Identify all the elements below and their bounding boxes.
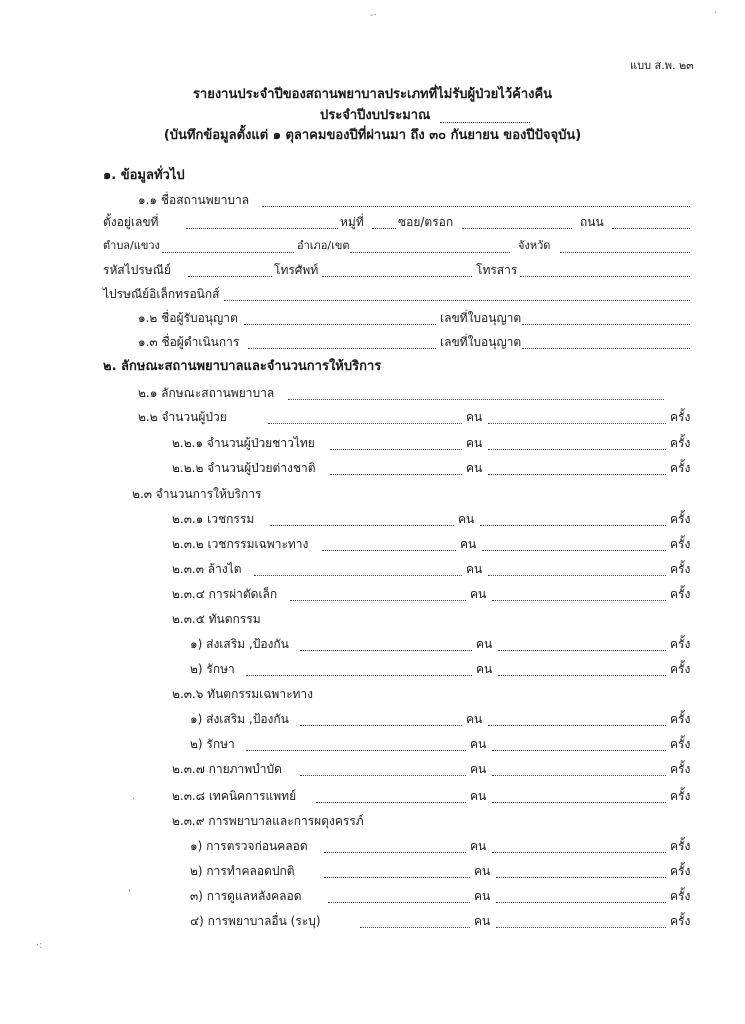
service-person-unit: คน — [470, 839, 487, 853]
fiscal-year-label: ประจำปีงบประมาณ — [320, 108, 431, 123]
service-item: ๒.๓.๗ กายภาพบำบัด — [172, 762, 282, 776]
service-time-field[interactable] — [488, 725, 666, 726]
email-label: ไปรษณีย์อิเล็กทรอนิกส์ — [103, 287, 220, 301]
service-person-unit: คน — [466, 562, 483, 576]
service-person-unit: คน — [470, 737, 487, 751]
patients-label: ๒.๒ จำนวนผู้ป่วย — [138, 410, 227, 424]
fax-label: โทรสาร — [476, 263, 518, 277]
service-person-field[interactable] — [324, 877, 470, 878]
province-label: จังหวัด — [518, 239, 551, 252]
licensee-field[interactable] — [244, 324, 436, 325]
patients-foreign-person-field[interactable] — [330, 474, 462, 475]
postcode-field[interactable] — [188, 276, 272, 277]
service-item: ๓) การดูแลหลังคลอด — [190, 889, 302, 903]
service-item: ๒) รักษา — [190, 737, 235, 751]
licensee-label: ๑.๒ ชื่อผู้รับอนุญาต — [138, 311, 238, 325]
service-item: ๒.๓.๑ เวชกรรม — [172, 512, 255, 526]
service-time-field[interactable] — [492, 852, 666, 853]
patients-time-unit: ครั้ง — [670, 410, 691, 424]
service-person-field[interactable] — [300, 725, 462, 726]
report-period: (บันทึกข้อมูลตั้งแต่ ๑ ตุลาคมของปีที่ผ่านมา ถึง ๓๐ กันยายน ของปีปัจจุบัน) — [163, 128, 582, 143]
patients-foreign-time-field[interactable] — [488, 474, 666, 475]
facility-nature-field[interactable] — [288, 399, 664, 400]
service-item: ๒.๓.๕ ทันตกรรม — [172, 612, 261, 626]
service-item: ๔) การพยาบาลอื่น (ระบุ) — [190, 914, 321, 928]
service-person-unit: คน — [470, 762, 487, 776]
email-field[interactable] — [224, 300, 690, 301]
service-time-unit: ครั้ง — [670, 662, 691, 676]
patients-foreign-person-unit: คน — [466, 461, 483, 475]
service-person-unit: คน — [474, 864, 491, 878]
service-time-unit: ครั้ง — [670, 712, 691, 726]
service-person-field[interactable] — [322, 550, 456, 551]
service-person-unit: คน — [474, 914, 491, 928]
service-person-unit: คน — [470, 789, 487, 803]
facility-name-field[interactable] — [262, 206, 690, 207]
patients-foreign-label: ๒.๒.๒ จำนวนผู้ป่วยต่างชาติ — [172, 461, 316, 475]
patients-thai-person-unit: คน — [466, 436, 483, 450]
service-time-field[interactable] — [482, 550, 666, 551]
patients-thai-time-unit: ครั้ง — [670, 436, 691, 450]
scan-speck: -· — [370, 10, 377, 21]
patients-foreign-time-unit: ครั้ง — [670, 461, 691, 475]
fax-field[interactable] — [520, 276, 690, 277]
service-time-unit: ครั้ง — [670, 839, 691, 853]
subdistrict-label: ตำบล/แขวง — [103, 239, 160, 252]
service-time-field[interactable] — [492, 775, 666, 776]
service-person-field[interactable] — [270, 525, 454, 526]
service-time-field[interactable] — [496, 927, 666, 928]
service-time-unit: ครั้ง — [670, 537, 691, 551]
service-person-field[interactable] — [328, 902, 470, 903]
patients-thai-time-field[interactable] — [488, 449, 666, 450]
service-person-unit: คน — [476, 662, 493, 676]
road-label: ถนน — [580, 215, 604, 229]
service-time-field[interactable] — [488, 575, 666, 576]
postcode-label: รหัสไปรษณีย์ — [103, 263, 171, 277]
licensee-no-label: เลขที่ใบอนุญาต — [440, 311, 522, 325]
service-item: ๑) ส่งเสริม ,ป้องกัน — [190, 712, 289, 726]
service-item: ๒.๓.๙ การพยาบาลและการผดุงครรภ์ — [172, 814, 364, 828]
service-person-unit: คน — [466, 712, 483, 726]
patients-time-field[interactable] — [488, 423, 666, 424]
service-person-field[interactable] — [254, 575, 462, 576]
fiscal-year-field[interactable] — [440, 122, 530, 123]
service-person-field[interactable] — [300, 650, 472, 651]
patients-person-field[interactable] — [268, 423, 462, 424]
service-person-unit: คน — [476, 637, 493, 651]
form-code: แบบ ส.พ. ๒๓ — [630, 59, 694, 72]
service-person-field[interactable] — [360, 927, 470, 928]
province-field[interactable] — [560, 252, 690, 253]
service-person-field[interactable] — [246, 675, 472, 676]
service-item: ๒.๓.๒ เวชกรรมเฉพาะทาง — [172, 537, 309, 551]
facility-nature-label: ๒.๑ ลักษณะสถานพยาบาล — [138, 386, 275, 400]
service-item: ๒.๓.๓ ล้างไต — [172, 562, 242, 576]
service-person-unit: คน — [474, 889, 491, 903]
service-person-field[interactable] — [290, 600, 466, 601]
service-time-field[interactable] — [492, 600, 666, 601]
service-time-field[interactable] — [498, 675, 666, 676]
soi-label: ซอย/ตรอก — [398, 215, 454, 229]
service-item: ๒.๓.๔ การผ่าตัดเล็ก — [172, 587, 278, 601]
service-person-field[interactable] — [300, 775, 466, 776]
scan-speck: ·: — [36, 940, 43, 951]
service-time-field[interactable] — [496, 902, 666, 903]
patients-thai-label: ๒.๒.๑ จำนวนผู้ป่วยชาวไทย — [172, 436, 315, 450]
section1-heading: ๑. ข้อมูลทั่วไป — [103, 168, 185, 183]
address-no-label: ตั้งอยู่เลขที่ — [103, 215, 159, 229]
service-item: ๒) รักษา — [190, 662, 235, 676]
district-label: อำเภอ/เขต — [297, 239, 350, 252]
service-time-unit: ครั้ง — [670, 562, 691, 576]
service-time-unit: ครั้ง — [670, 587, 691, 601]
operator-field[interactable] — [248, 348, 436, 349]
moo-field[interactable] — [372, 228, 396, 229]
soi-field[interactable] — [462, 228, 572, 229]
facility-name-label: ๑.๑ ชื่อสถานพยาบาล — [138, 193, 250, 207]
service-person-field[interactable] — [324, 852, 466, 853]
service-time-field[interactable] — [498, 650, 666, 651]
operator-no-label: เลขที่ใบอนุญาต — [440, 335, 522, 349]
section2-heading: ๒. ลักษณะสถานพยาบาลและจำนวนการให้บริการ — [103, 359, 382, 374]
phone-field[interactable] — [322, 276, 472, 277]
service-time-field[interactable] — [496, 877, 666, 878]
service-person-unit: คน — [458, 512, 475, 526]
service-person-field[interactable] — [246, 750, 466, 751]
address-no-field[interactable] — [186, 228, 338, 229]
service-time-field[interactable] — [492, 802, 666, 803]
district-field[interactable] — [350, 252, 510, 253]
scan-speck: · — [132, 794, 136, 805]
patients-person-unit: คน — [466, 410, 483, 424]
service-item: ๑) การตรวจก่อนคลอด — [190, 839, 308, 853]
service-person-unit: คน — [470, 587, 487, 601]
service-item: ๑) ส่งเสริม ,ป้องกัน — [190, 637, 289, 651]
service-time-unit: ครั้ง — [670, 737, 691, 751]
service-time-field[interactable] — [492, 750, 666, 751]
services-label: ๒.๓ จำนวนการให้บริการ — [132, 487, 262, 501]
service-time-unit: ครั้ง — [670, 789, 691, 803]
service-time-field[interactable] — [480, 525, 666, 526]
road-field[interactable] — [612, 228, 690, 229]
scan-speck: ' — [128, 888, 131, 899]
service-item: ๒) การทำคลอดปกติ — [190, 864, 295, 878]
operator-no-field[interactable] — [522, 348, 690, 349]
phone-label: โทรศัพท์ — [274, 263, 319, 277]
operator-label: ๑.๓ ชื่อผู้ดำเนินการ — [138, 335, 240, 349]
service-time-unit: ครั้ง — [670, 864, 691, 878]
scan-speck: · — [714, 8, 718, 19]
service-person-unit: คน — [460, 537, 477, 551]
patients-thai-person-field[interactable] — [330, 449, 462, 450]
subdistrict-field[interactable] — [162, 252, 294, 253]
service-time-unit: ครั้ง — [670, 889, 691, 903]
service-person-field[interactable] — [316, 802, 466, 803]
service-item: ๒.๓.๖ ทันตกรรมเฉพาะทาง — [172, 687, 314, 701]
service-time-unit: ครั้ง — [670, 637, 691, 651]
service-time-unit: ครั้ง — [670, 512, 691, 526]
service-time-unit: ครั้ง — [670, 914, 691, 928]
moo-label: หมู่ที่ — [340, 215, 364, 229]
report-title: รายงานประจำปีของสถานพยาบาลประเภทที่ไม่รับผู้ป่วยไว้ค้างคืน — [192, 87, 553, 102]
service-time-unit: ครั้ง — [670, 762, 691, 776]
service-item: ๒.๓.๘ เทคนิคการแพทย์ — [172, 789, 297, 803]
licensee-no-field[interactable] — [522, 324, 690, 325]
